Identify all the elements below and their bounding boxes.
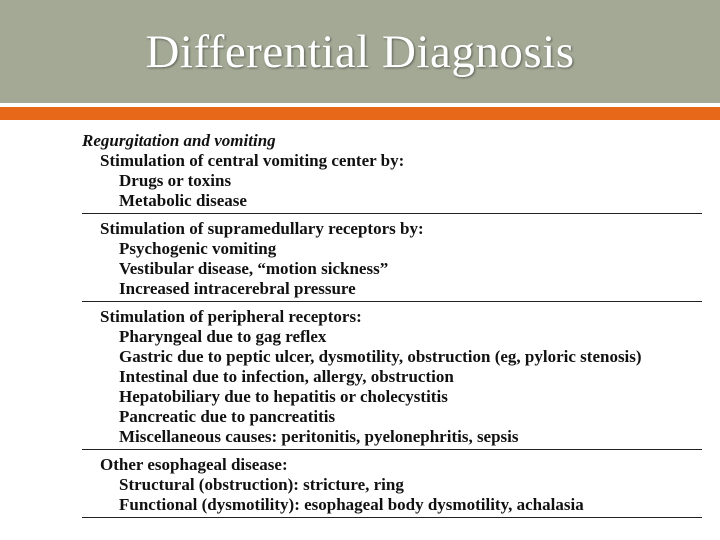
section-header: Stimulation of central vomiting center by: [100, 151, 405, 170]
list-item: Gastric due to peptic ulcer, dysmotility, obstruction (eg, pyloric stenosis) [119, 347, 642, 366]
section-header: Stimulation of supramedullary receptors by: [100, 219, 424, 238]
list-item: Metabolic disease [119, 191, 247, 210]
section-divider [82, 213, 702, 214]
list-item: Pharyngeal due to gag reflex [119, 327, 327, 346]
list-item: Increased intracerebral pressure [119, 279, 356, 298]
list-item: Drugs or toxins [119, 171, 232, 190]
slide-title: Differential Diagnosis [145, 26, 575, 78]
list-item: Miscellaneous causes: peritonitis, pyelonephritis, sepsis [119, 427, 519, 446]
diagnosis-table [82, 131, 702, 523]
list-item: Psychogenic vomiting [119, 239, 277, 258]
table-heading: Regurgitation and vomiting [82, 131, 276, 150]
section-header: Stimulation of peripheral receptors: [100, 307, 362, 326]
list-item: Vestibular disease, “motion sickness” [119, 259, 389, 278]
section-divider [82, 517, 702, 518]
section-divider [82, 301, 702, 302]
section-divider [82, 449, 702, 450]
list-item: Functional (dysmotility): esophageal body dysmotility, achalasia [119, 495, 584, 514]
accent-stripe [0, 107, 720, 120]
section-header: Other esophageal disease: [100, 455, 288, 474]
list-item: Structural (obstruction): stricture, ring [119, 475, 404, 494]
list-item: Hepatobiliary due to hepatitis or cholecystitis [119, 387, 448, 406]
list-item: Pancreatic due to pancreatitis [119, 407, 336, 426]
list-item: Intestinal due to infection, allergy, obstruction [119, 367, 454, 386]
